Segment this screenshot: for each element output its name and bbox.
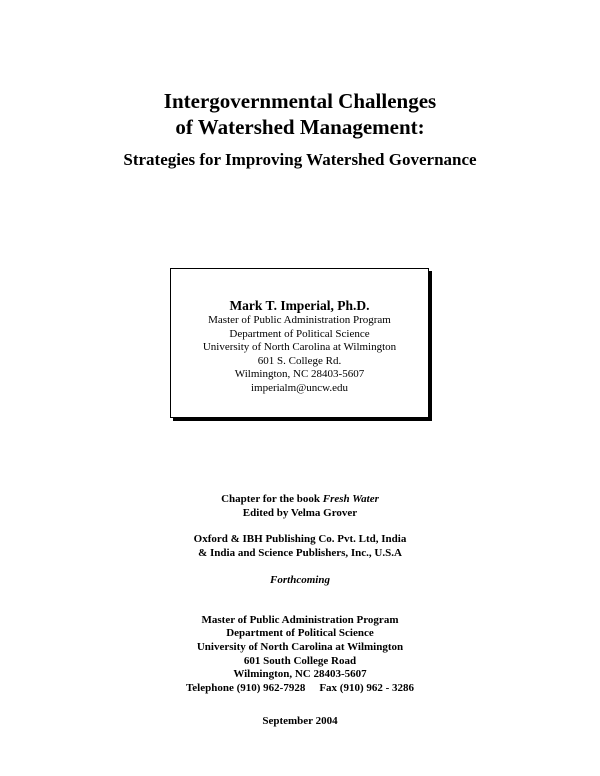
publication-status: Forthcoming [270, 574, 330, 586]
document-subtitle: Strategies for Improving Watershed Governance [123, 150, 477, 169]
chapter-line [0, 493, 600, 507]
author-program: Master of Public Administration Program [208, 314, 391, 326]
contact-phone-fax-line [0, 682, 600, 696]
contact-city: Wilmington, NC 28403-5607 [233, 668, 367, 680]
document-title-line-1: Intergovernmental Challenges [163, 89, 437, 113]
book-title: Fresh Water [322, 493, 379, 505]
author-name: Mark T. Imperial, Ph.D. [229, 298, 370, 313]
chapter-prefix: Chapter for the book [221, 493, 323, 505]
contact-program: Master of Public Administration Program [201, 614, 399, 626]
author-university: University of North Carolina at Wilmington [202, 341, 397, 353]
contact-department: Department of Political Science [226, 627, 374, 639]
author-city: Wilmington, NC 28403-5607 [234, 368, 365, 380]
editor-line: Edited by Velma Grover [242, 507, 358, 519]
author-email: imperialm@uncw.edu [250, 381, 349, 394]
contact-fax: Fax (910) 962 - 3286 [319, 682, 415, 694]
document-title-line-2: of Watershed Management: [175, 115, 425, 139]
publisher-line-1: Oxford & IBH Publishing Co. Pvt. Ltd, India [193, 533, 407, 545]
author-department: Department of Political Science [229, 327, 370, 340]
contact-telephone: Telephone (910) 962-7928 [185, 682, 306, 694]
contact-university: University of North Carolina at Wilmington [196, 641, 404, 653]
author-box [170, 268, 429, 418]
contact-street: 601 South College Road [243, 655, 357, 667]
document-date: September 2004 [262, 715, 338, 727]
author-street: 601 S. College Rd. [257, 354, 342, 367]
publisher-line-2: & India and Science Publishers, Inc., U.S.A [198, 547, 402, 559]
